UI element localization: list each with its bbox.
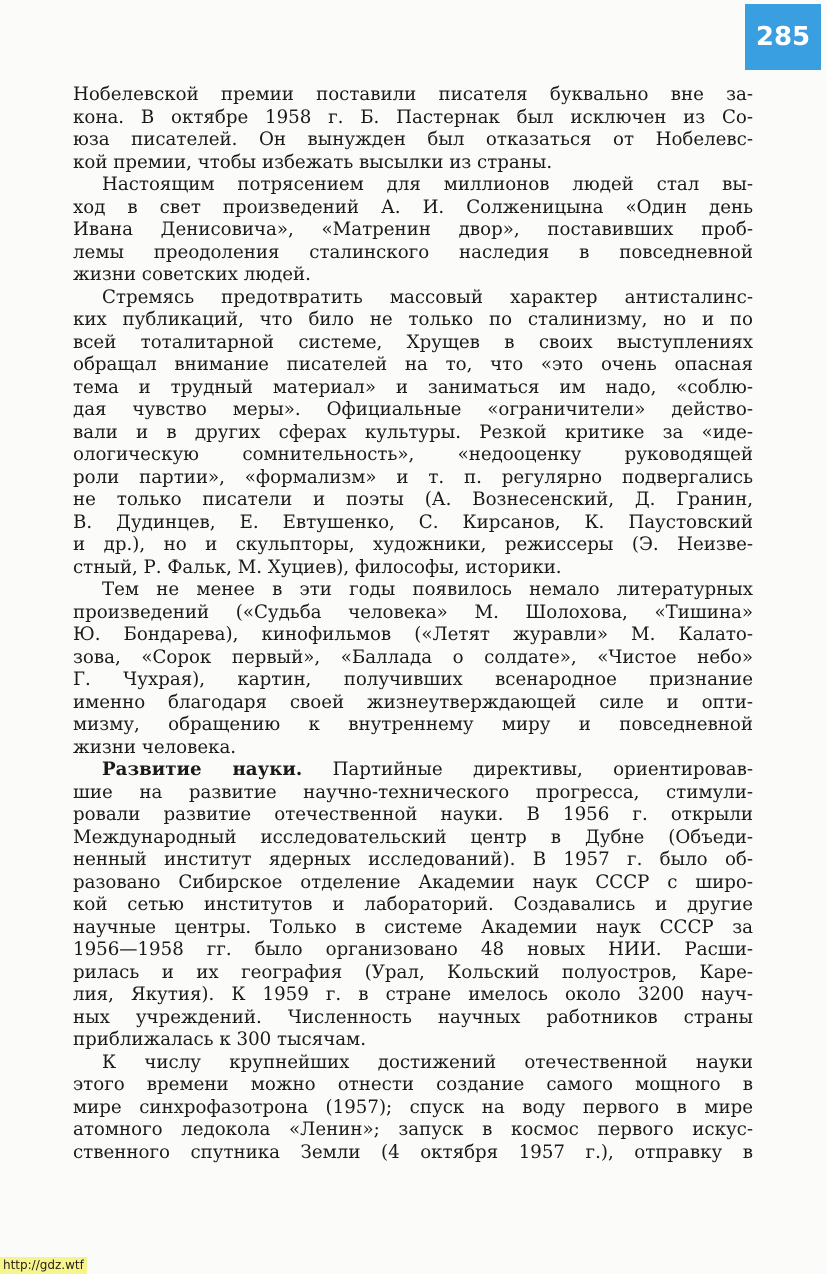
text-line: атомного ледокола «Ленин»; запуск в космос первого искус- <box>73 1119 753 1140</box>
text-line: зова, «Сорок первый», «Баллада о солдате», «Чистое небо» <box>73 646 753 668</box>
section-heading: Развитие науки. <box>102 759 303 780</box>
text-line-rest: Партийные директивы, ориентировав- <box>302 759 753 780</box>
text-line: тема и трудный материал» и заниматься им надо, «соблю- <box>73 376 753 398</box>
text-line: ход в свет произведений А. И. Солженицына «Один день <box>73 196 753 218</box>
paragraph <box>73 579 753 759</box>
text-line: Ю. Бондарева), кинофильмов («Летят журавли» М. Калато- <box>73 624 753 645</box>
text-line: К числу крупнейших достижений отечественной науки <box>102 1051 753 1073</box>
text-line: ких публикаций, что било не только по сталинизму, но и по <box>73 309 753 330</box>
text-line: не только писатели и поэты (А. Вознесенский, Д. Гранин, <box>73 489 753 510</box>
text-line: мире синхрофазотрона (1957); спуск на воду первого в мире <box>73 1096 753 1118</box>
text-line: стный, Р. Фальк, М. Хуциев), философы, историки. <box>73 556 562 578</box>
text-line: этого времени можно отнести создание самого мощного в <box>73 1074 753 1095</box>
text-line: кона. В октябре 1958 г. Б. Пастернак был исключен из Со- <box>73 106 753 128</box>
page-number: 285 <box>745 4 821 70</box>
text-line: Стремясь предотвратить массовый характер антисталинс- <box>102 286 753 308</box>
text-line: мизму, обращению к внутреннему миру и повседневной <box>73 714 753 735</box>
text-line: юза писателей. Он вынужден был отказаться от Нобелевс- <box>73 129 753 150</box>
text-line: и др.), но и скульпторы, художники, режиссеры (Э. Неизве- <box>73 534 753 555</box>
text-line: произведений («Судьба человека» М. Шолохова, «Тишина» <box>73 601 753 623</box>
text-line: Г. Чухрая), картин, получивших всенародное признание <box>73 669 753 690</box>
text-line: разовано Сибирское отделение Академии наук СССР с широ- <box>73 871 753 893</box>
text-line: 1956—1958 гг. было организовано 48 новых НИИ. Расши- <box>73 939 753 960</box>
text-line: Настоящим потрясением для миллионов людей стал вы- <box>102 174 753 195</box>
text-line: всей тоталитарной системе, Хрущев в своих выступлениях <box>73 331 753 353</box>
paragraph <box>73 84 753 174</box>
source-link[interactable]: http://gdz.wtf <box>0 1257 87 1274</box>
text-line: В. Дудинцев, Е. Евтушенко, С. Кирсанов, К. Паустовский <box>73 511 753 533</box>
text-line: обращал внимание писателей на то, что «это очень опасная <box>73 354 753 375</box>
text-line: приближалась к 300 тысячам. <box>73 1029 366 1050</box>
text-line: роли партии», «формализм» и т. п. регулярно подвергались <box>73 466 753 488</box>
text-line: шие на развитие научно-технического прогресса, стимули- <box>73 781 753 803</box>
text-line: жизни человека. <box>73 736 237 758</box>
text-line: ненный институт ядерных исследований). В 1957 г. было об- <box>73 849 753 870</box>
text-line: жизни советских людей. <box>73 264 311 285</box>
paragraph <box>73 1052 753 1165</box>
text-line: Нобелевской премии поставили писателя буквально вне за- <box>73 84 753 105</box>
text-line: лемы преодоления сталинского наследия в повседневной <box>73 241 753 263</box>
text-line: Тем не менее в эти годы появилось немало литературных <box>102 579 753 600</box>
text-line: вали и в других сферах культуры. Резкой критике за «иде- <box>73 421 753 443</box>
text-line <box>73 759 753 782</box>
text-line: ных учреждений. Численность научных работников страны <box>73 1006 753 1028</box>
text-line: кой премии, чтобы избежать высылки из страны. <box>73 151 553 173</box>
paragraph <box>73 174 753 287</box>
text-line: ственного спутника Земли (4 октября 1957 г.), отправку в <box>73 1141 753 1163</box>
text-line: дая чувство меры». Официальные «ограничители» действо- <box>73 399 753 420</box>
text-line: именно благодаря своей жизнеутверждающей силе и опти- <box>73 691 753 713</box>
text-line: Международный исследовательский центр в Дубне (Объеди- <box>73 826 753 848</box>
text-line: рилась и их география (Урал, Кольский полуостров, Каре- <box>73 961 753 983</box>
page-body-text <box>73 84 753 1164</box>
text-line: Ивана Денисовича», «Матренин двор», поставивших проб- <box>73 219 753 240</box>
text-line: ровали развитие отечественной науки. В 1956 г. открыли <box>73 804 753 825</box>
paragraph <box>73 759 753 1052</box>
text-line: лия, Якутия). К 1959 г. в стране имелось около 3200 науч- <box>73 984 753 1005</box>
text-line: научные центры. Только в системе Академии наук СССР за <box>73 916 753 938</box>
text-line: кой сетью институтов и лабораторий. Создавались и другие <box>73 894 753 915</box>
paragraph <box>73 287 753 580</box>
text-line: ологическую сомнительность», «недооценку руководящей <box>73 444 753 465</box>
